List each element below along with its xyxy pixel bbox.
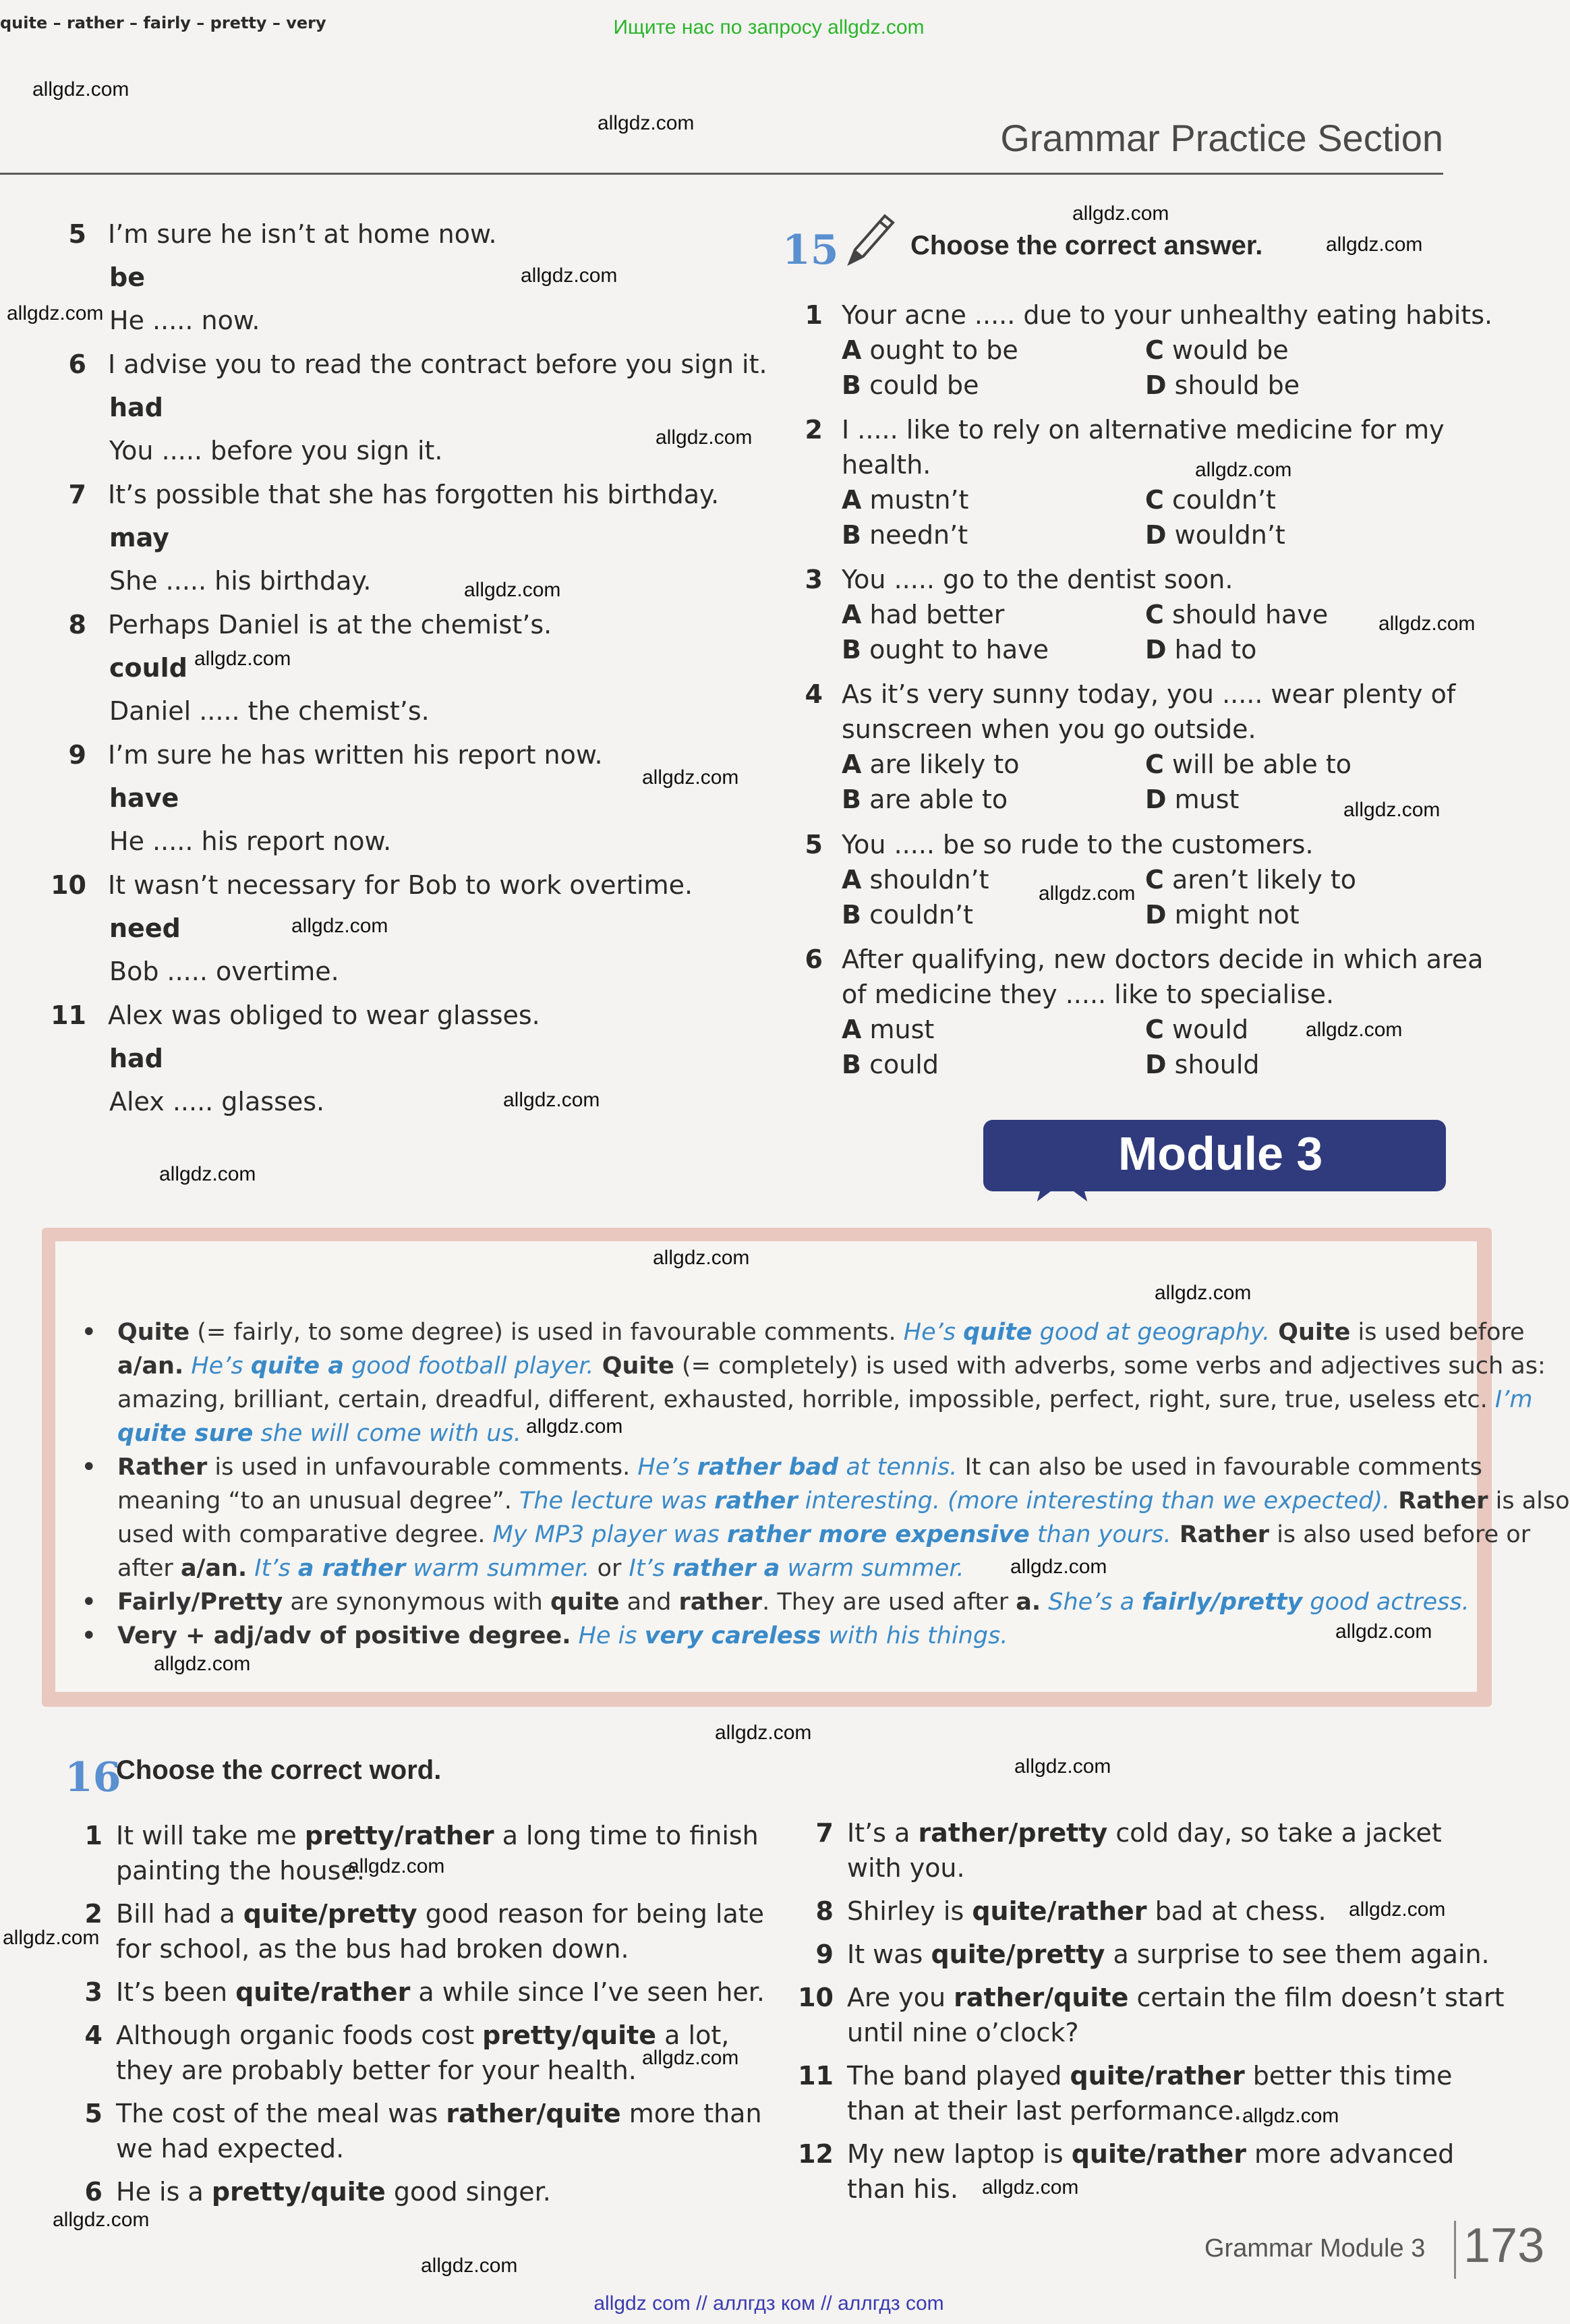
sentence-line (847, 1815, 1442, 1851)
sentence-start: The cost of the meal was (116, 2098, 446, 2128)
key-word: could (109, 652, 187, 683)
sentence-end: a while since I’ve seen her. (410, 1977, 765, 2007)
option-letter: B (842, 899, 861, 930)
question-line: I ..... like to rely on alternative medicine for my (842, 414, 1445, 445)
sentence-start: My new laptop is (847, 2138, 1072, 2169)
item-number: 7 (815, 1817, 834, 1848)
option-text: had to (1174, 634, 1257, 664)
option-letter: B (842, 1049, 861, 1079)
exercise-16-title: Choose the correct word. (116, 1755, 442, 1785)
word-choice: quite/rather (1071, 2138, 1246, 2169)
answer-option-c (1145, 861, 1356, 898)
item-number: 6 (84, 2176, 103, 2207)
question-line: health. (842, 449, 931, 480)
theory-line: quite sure she will come with us. (117, 1419, 521, 1447)
item-number: 5 (805, 829, 823, 859)
watermark-text: allgdz.com (154, 1652, 251, 1675)
watermark-text: allgdz.com (32, 78, 129, 101)
sentence-line (847, 2136, 1454, 2172)
option-letter: D (1145, 634, 1167, 664)
bullet-icon: • (81, 1451, 97, 1483)
answer-option-c (1145, 332, 1289, 368)
watermark-text: allgdz.com (715, 1721, 812, 1744)
option-letter: D (1145, 784, 1167, 814)
option-letter: B (842, 784, 861, 814)
question-line: You ..... be so rude to the customers. (842, 829, 1314, 859)
watermark-text: allgdz.com (1306, 1018, 1403, 1041)
sentence-line (116, 1974, 765, 2010)
option-letter: D (1145, 899, 1167, 930)
sentence-line: for school, as the bus had broken down. (116, 1933, 629, 1964)
answer-option-a (842, 332, 1018, 368)
answer-option-d (1145, 897, 1300, 933)
item-number: 8 (68, 609, 86, 640)
theory-title: quite – rather – fairly – pretty – very (0, 13, 326, 32)
sentence-line (116, 2174, 551, 2210)
watermark-text: allgdz.com (464, 578, 561, 601)
word-choice: rather/pretty (918, 1817, 1108, 1848)
watermark-text: allgdz.com (159, 1162, 256, 1185)
question-line: Your acne ..... due to your unhealthy eating habits. (842, 300, 1493, 330)
option-text: might not (1174, 899, 1300, 930)
watermark-text: allgdz.com (656, 426, 753, 449)
answer-option-b (842, 781, 1008, 818)
watermark-text: allgdz.com (598, 111, 695, 134)
watermark-text: allgdz.com (7, 302, 104, 324)
item-number: 2 (805, 414, 823, 445)
gap-sentence: Alex ..... glasses. (109, 1086, 325, 1116)
item-sentence: It’s possible that she has forgotten his birthday. (108, 479, 720, 509)
answer-option-d (1145, 631, 1256, 668)
answer-option-b (842, 631, 1049, 668)
word-choice: pretty/quite (211, 2176, 386, 2207)
watermark-text: allgdz.com (3, 1926, 100, 1949)
word-choice: rather/quite (954, 1982, 1129, 2012)
option-letter: A (842, 599, 862, 629)
option-letter: B (842, 519, 861, 550)
option-text: could be (869, 370, 979, 400)
option-text: aren’t likely to (1171, 864, 1356, 895)
item-number: 8 (815, 1896, 834, 1926)
item-number: 9 (815, 1939, 834, 1969)
bottom-note: allgdz com // аллгдз ком // аллгдз com (593, 2292, 944, 2315)
item-number: 6 (68, 349, 86, 379)
item-sentence: Perhaps Daniel is at the chemist’s. (108, 609, 552, 640)
answer-option-d (1145, 1046, 1260, 1083)
item-sentence: I’m sure he isn’t at home now. (108, 219, 497, 249)
sentence-line (116, 1817, 759, 1854)
theory-line: amazing, brilliant, certain, dreadful, different, exhausted, horrible, impossible, perfect, right, sure, true, useless etc. I’m (117, 1386, 1533, 1413)
sentence-end: more than (620, 2098, 762, 2128)
option-letter: D (1145, 370, 1167, 400)
sentence-line: with you. (847, 1852, 965, 1883)
header-divider (0, 173, 1443, 175)
item-number: 9 (68, 739, 86, 770)
sentence-line: they are probably better for your health. (116, 2055, 637, 2085)
watermark-text: allgdz.com (1195, 458, 1292, 481)
sentence-start: Although organic foods cost (116, 2020, 483, 2050)
theory-line: meaning “to an unusual degree”. The lecture was rather interesting. (more interesting than we expected). Rather is also (117, 1487, 1570, 1514)
sentence-start: It’s been (116, 1977, 236, 2007)
option-letter: D (1145, 519, 1167, 550)
item-number: 4 (805, 679, 823, 709)
sentence-line: we had expected. (116, 2133, 345, 2163)
pen-icon (843, 209, 897, 270)
sentence-line: than at their last performance. (847, 2095, 1242, 2126)
theory-line: Very + adj/adv of positive degree. He is very careless with his things. (117, 1622, 1008, 1649)
word-choice: quite/pretty (931, 1939, 1105, 1969)
sentence-end: bad at chess. (1146, 1896, 1327, 1926)
option-text: ought to have (869, 634, 1049, 664)
watermark-text: allgdz.com (1242, 2104, 1339, 2127)
question-line: sunscreen when you go outside. (842, 714, 1256, 744)
watermark-text: allgdz.com (1155, 1281, 1252, 1304)
sentence-end: cold day, so take a jacket (1107, 1817, 1442, 1848)
watermark-text: allgdz.com (1349, 1898, 1446, 1921)
option-text: needn’t (869, 519, 968, 550)
sentence-start: He is a (116, 2176, 212, 2207)
gap-sentence: She ..... his birthday. (109, 565, 372, 596)
option-text: mustn’t (869, 484, 969, 515)
watermark-text: allgdz.com (1326, 233, 1423, 256)
sentence-line: than his. (847, 2174, 958, 2204)
sentence-end: good reason for being late (417, 1898, 765, 1929)
sentence-end: good singer. (385, 2176, 551, 2207)
answer-option-b (842, 897, 973, 933)
option-text: should be (1174, 370, 1300, 400)
word-choice: rather/quite (446, 2098, 621, 2128)
sentence-end: more advanced (1246, 2138, 1455, 2169)
watermark-text: allgdz.com (521, 264, 618, 287)
item-number: 10 (51, 870, 86, 900)
gap-sentence: Daniel ..... the chemist’s. (109, 696, 430, 726)
option-text: ought to be (869, 335, 1018, 365)
answer-option-d (1145, 517, 1285, 553)
key-word: need (109, 913, 181, 943)
word-choice: pretty/quite (482, 2020, 657, 2050)
option-letter: A (842, 484, 862, 515)
item-number: 2 (84, 1898, 103, 1929)
answer-option-d (1145, 367, 1300, 403)
word-choice: quite/pretty (243, 1898, 417, 1929)
option-letter: A (842, 335, 862, 365)
sentence-end: a long time to finish (494, 1820, 759, 1850)
item-number: 3 (84, 1977, 103, 2007)
watermark-text: allgdz.com (1378, 612, 1476, 635)
sentence-start: The band played (847, 2060, 1070, 2091)
answer-option-c (1145, 1011, 1248, 1048)
option-letter: A (842, 864, 862, 895)
word-choice: quite/rather (235, 1977, 411, 2007)
sentence-line (116, 1896, 764, 1932)
watermark-text: allgdz.com (421, 2254, 518, 2277)
theory-line: used with comparative degree. My MP3 player was rather more expensive than yours. Rather is also used before or (117, 1521, 1531, 1548)
option-letter: C (1145, 335, 1164, 365)
sentence-end: a surprise to see them again. (1105, 1939, 1490, 1969)
watermark-text: allgdz.com (982, 2176, 1079, 2199)
key-word: had (109, 1043, 163, 1073)
footer-label: Grammar Module 3 (1204, 2234, 1426, 2263)
sentence-line (847, 1979, 1504, 2016)
option-letter: C (1145, 864, 1164, 895)
top-note: Ищите нас по запросу allgdz.com (613, 16, 925, 38)
option-text: would (1171, 1014, 1249, 1044)
gap-sentence: Bob ..... overtime. (109, 956, 339, 986)
option-text: are likely to (869, 749, 1020, 779)
answer-option-d (1145, 781, 1239, 818)
question-line: You ..... go to the dentist soon. (842, 564, 1233, 594)
item-number: 6 (805, 944, 823, 974)
item-number: 5 (68, 219, 86, 249)
option-letter: C (1145, 1014, 1164, 1044)
word-choice: pretty/rather (304, 1820, 494, 1850)
item-number: 4 (84, 2020, 103, 2050)
option-text: couldn’t (869, 899, 974, 930)
sentence-line (116, 2017, 729, 2053)
watermark-text: allgdz.com (642, 2046, 739, 2069)
exercise-15-number: 15 (782, 226, 839, 274)
item-sentence: I advise you to read the contract before you sign it. (108, 349, 767, 379)
gap-sentence: You ..... before you sign it. (109, 435, 443, 465)
option-text: shouldn’t (869, 864, 989, 895)
watermark-text: allgdz.com (503, 1088, 600, 1111)
sentence-line: painting the house. (116, 1855, 365, 1886)
option-letter: C (1145, 749, 1164, 779)
item-number: 11 (798, 2060, 834, 2091)
item-sentence: It wasn’t necessary for Bob to work overtime. (108, 870, 693, 900)
option-letter: B (842, 634, 861, 664)
option-letter: B (842, 370, 861, 400)
question-line: of medicine they ..... like to specialise. (842, 979, 1335, 1009)
word-choice: quite/rather (972, 1896, 1147, 1926)
answer-option-b (842, 1046, 939, 1083)
answer-option-a (842, 746, 1019, 783)
option-text: must (1174, 784, 1240, 814)
key-word: had (109, 392, 163, 422)
answer-option-a (842, 482, 968, 518)
item-sentence: Alex was obliged to wear glasses. (108, 1000, 540, 1030)
sentence-end: a lot, (656, 2020, 730, 2050)
bullet-icon: • (81, 1620, 97, 1651)
watermark-text: allgdz.com (1343, 798, 1441, 821)
module-label: Module 3 (1118, 1127, 1323, 1180)
answer-option-a (842, 861, 989, 898)
key-word: may (109, 522, 169, 552)
option-letter: C (1145, 484, 1164, 515)
option-letter: C (1145, 599, 1164, 629)
watermark-text: allgdz.com (642, 766, 739, 789)
watermark-text: allgdz.com (194, 647, 291, 670)
bullet-icon: • (81, 1586, 97, 1618)
watermark-text: allgdz.com (53, 2208, 150, 2231)
option-text: wouldn’t (1174, 519, 1285, 550)
watermark-text: allgdz.com (1039, 882, 1136, 905)
option-text: are able to (869, 784, 1008, 814)
theory-line: Fairly/Pretty are synonymous with quite and rather. They are used after a. She’s a fairly/pretty good actress. (117, 1588, 1470, 1616)
sentence-line (847, 1893, 1327, 1929)
module-banner (983, 1120, 1446, 1191)
theory-line: Rather is used in unfavourable comments. He’s rather bad at tennis. It can also be used in favourable comments (117, 1453, 1482, 1481)
answer-option-a (842, 596, 1004, 633)
item-number: 1 (84, 1820, 103, 1850)
answer-option-c (1145, 746, 1351, 783)
answer-option-c (1145, 482, 1276, 518)
watermark-text: allgdz.com (291, 914, 388, 937)
theory-line: after a/an. It’s a rather warm summer. or It’s rather a warm summer. (117, 1554, 964, 1582)
exercise-16-number: 16 (65, 1753, 121, 1801)
option-letter: D (1145, 1049, 1167, 1079)
key-word: be (109, 262, 145, 292)
item-number: 11 (51, 1000, 86, 1030)
page-number: 173 (1463, 2218, 1545, 2273)
word-choice: quite/rather (1070, 2060, 1245, 2091)
sentence-line (116, 2095, 762, 2132)
sentence-start: It’s a (847, 1817, 919, 1848)
option-text: had better (869, 599, 1005, 629)
answer-option-a (842, 1011, 934, 1048)
item-number: 7 (68, 479, 86, 509)
key-word: have (109, 783, 179, 813)
sentence-start: Bill had a (116, 1898, 243, 1929)
gap-sentence: He ..... his report now. (109, 826, 392, 856)
footer-divider (1454, 2221, 1456, 2279)
item-sentence: I’m sure he has written his report now. (108, 739, 603, 770)
question-line: After qualifying, new doctors decide in which area (842, 944, 1484, 974)
question-line: As it’s very sunny today, you ..... wear plenty of (842, 679, 1456, 709)
option-text: would be (1171, 335, 1289, 365)
sentence-line (847, 1936, 1490, 1973)
option-text: couldn’t (1171, 484, 1276, 515)
watermark-text: allgdz.com (1072, 202, 1169, 225)
item-number: 10 (798, 1982, 834, 2012)
sentence-end: certain the film doesn’t start (1128, 1982, 1505, 2012)
answer-option-c (1145, 596, 1328, 633)
sentence-line: until nine o’clock? (847, 2017, 1079, 2047)
sentence-start: Are you (847, 1982, 954, 2012)
sentence-start: It was (847, 1939, 931, 1969)
sentence-end: better this time (1244, 2060, 1453, 2091)
theory-line: a/an. He’s quite a good football player. Quite (= completely) is used with adverbs, some verbs and adjectives such as: (117, 1352, 1546, 1380)
sentence-start: Shirley is (847, 1896, 972, 1926)
watermark-text: allgdz.com (653, 1246, 750, 1269)
option-letter: A (842, 749, 862, 779)
exercise-15-title: Choose the correct answer. (910, 230, 1263, 260)
sentence-start: It will take me (116, 1820, 305, 1850)
star-icon (1025, 1128, 1099, 1198)
item-number: 1 (805, 300, 823, 330)
gap-sentence: He ..... now. (109, 305, 260, 335)
option-letter: A (842, 1014, 862, 1044)
option-text: must (869, 1014, 935, 1044)
watermark-text: allgdz.com (526, 1415, 623, 1438)
theory-line: Quite (= fairly, to some degree) is used in favourable comments. He’s quite good at geography. Quite is used before (117, 1318, 1525, 1346)
option-text: should (1174, 1049, 1260, 1079)
item-number: 3 (805, 564, 823, 594)
item-number: 5 (84, 2098, 103, 2128)
answer-option-b (842, 367, 979, 403)
option-text: will be able to (1171, 749, 1351, 779)
option-text: could (869, 1049, 939, 1079)
watermark-text: allgdz.com (1010, 1555, 1107, 1578)
sentence-line (847, 2058, 1452, 2094)
watermark-text: allgdz.com (1335, 1620, 1432, 1643)
watermark-text: allgdz.com (348, 1854, 445, 1877)
option-text: should have (1171, 599, 1329, 629)
watermark-text: allgdz.com (1014, 1755, 1111, 1778)
item-number: 12 (798, 2138, 834, 2169)
page-header-title: Grammar Practice Section (1000, 116, 1443, 159)
answer-option-b (842, 517, 968, 553)
bullet-icon: • (81, 1316, 97, 1348)
